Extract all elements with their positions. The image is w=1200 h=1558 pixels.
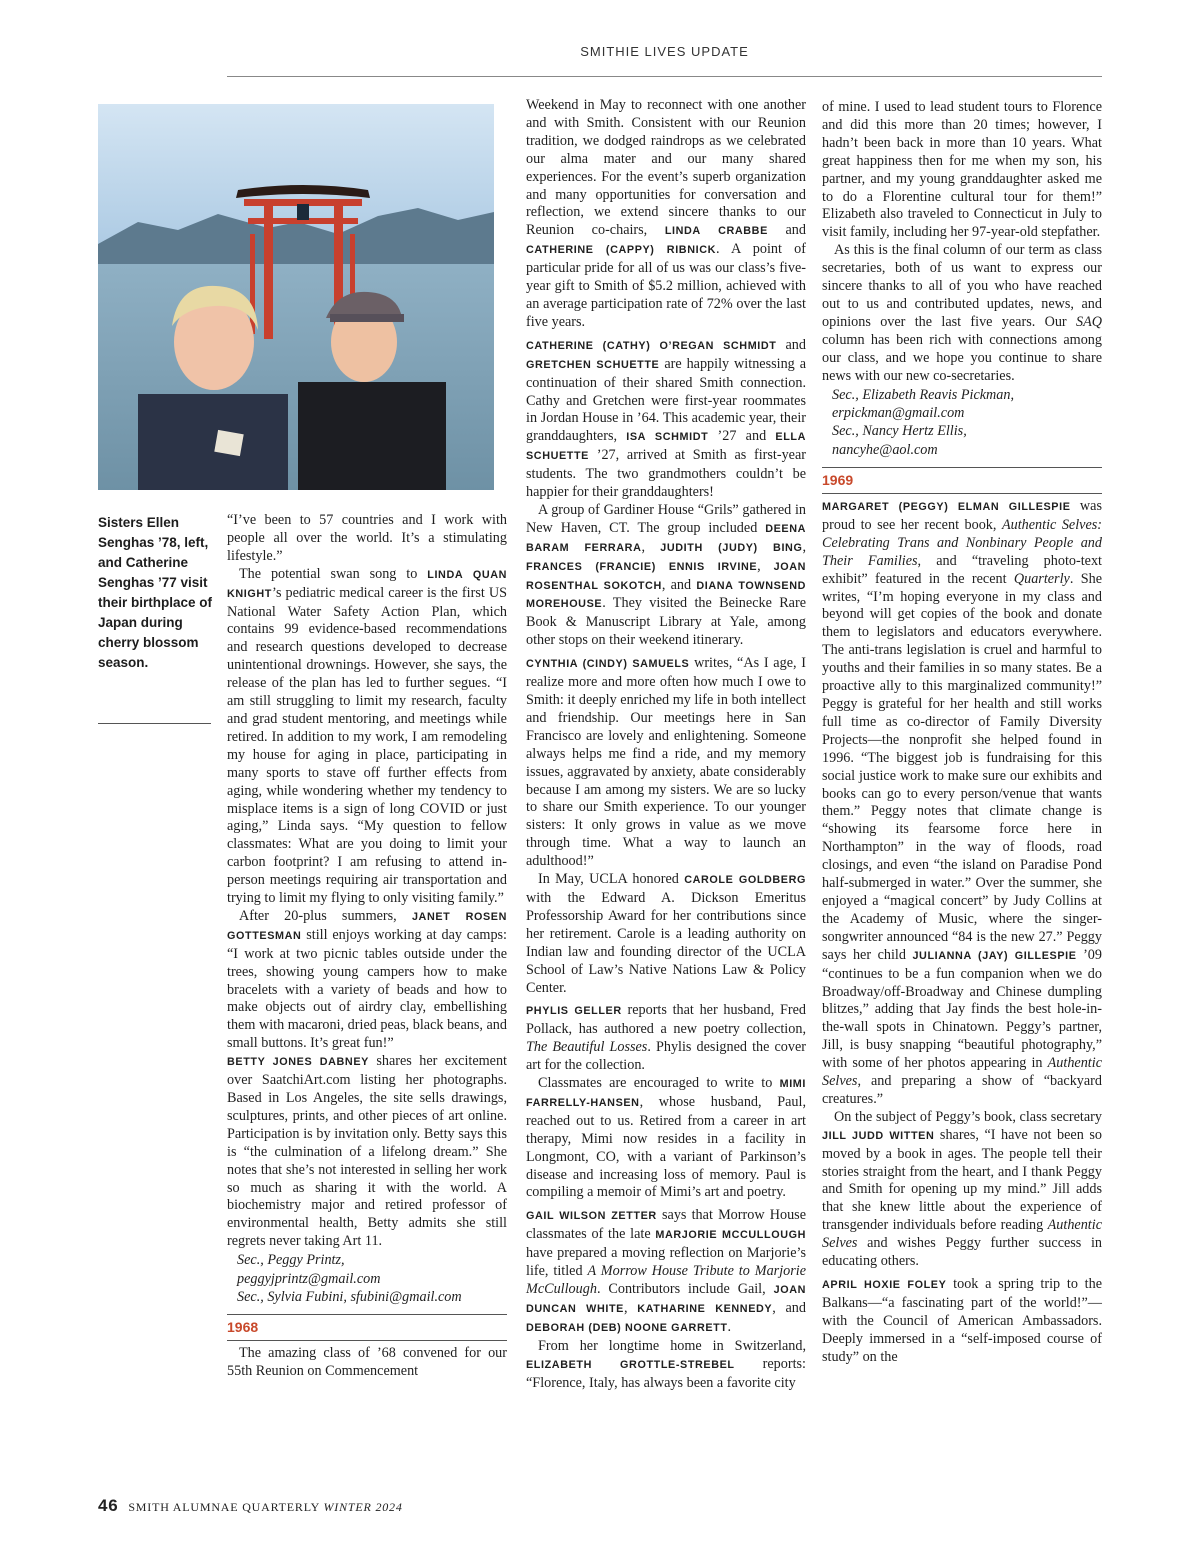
secretary-contact: Sec., Peggy Printz, [237,1252,345,1269]
classmate-name: BETTY JONES DABNEY [227,1056,369,1069]
classmate-name: GRETCHEN SCHUETTE [526,358,660,371]
classmate-name: CATHERINE (CATHY) O’REGAN SCHMIDT [526,339,777,352]
classmate-name: ISA SCHMIDT [626,431,709,444]
classmate-name: MARJORIE MCCULLOUGH [655,1229,806,1242]
page-number: 46 [98,1496,119,1515]
paragraph: After 20-plus summers, JANET ROSEN GOTTESMAN still enjoys working at day camps: “I work at two picnic tables outside under the trees, showing young campers how to make bracelets with a variety of beads and how to make objects out of airdry clay, embellishing them with macaroni, dried peas, black beans, and small buttons. It’s great fun!” [227,907,507,1052]
paragraph: A group of Gardiner House “Grils” gathered in New Haven, CT. The group included DEENA BARAM FERRARA, JUDITH (JUDY) BING, FRANCES (FRANCIE) ENNIS IRVINE, JOAN ROSENTHAL SOKOTCH, and DIANA TOWNSEND MOREHOUSE. They visited the Beinecke Rare Book & Manuscript Library at Yale, among other stops on their weekend itinerary. [526,501,806,649]
classmate-name: LINDA QUAN KNIGHT [227,568,508,600]
paragraph: PHYLIS GELLER reports that her husband, Fred Pollack, has authored a new poetry collection, The Beautiful Losses. Phylis designed the cover art for the collection. [526,1002,806,1074]
secretary-email[interactable]: peggyjprintz@gmail.com [237,1270,381,1287]
paragraph: The potential swan song to LINDA QUAN KNIGHT’s pediatric medical career is the first US National Water Safety Action Plan, which contains 99 evidence-based recommendations and research questions developed to decrease unintentional drownings. However, she says, the release of the plan has led to further segues. “I am still struggling to limit my research, faculty and grad student mentoring, and meetings while retired. In addition to my work, I am remodeling my house for aging in place, participating in many sports to stave off further effects from aging, while wondering whether my tendency to misplace items is a sign of long COVID or just aging,” Linda says. “My question to fellow classmates: What are you doing to limit your carbon footprint? I am refusing to attend in-person meetings requiring air transportation and trying to limit my flying to only visiting family.” [227,565,508,907]
paragraph: Classmates are encouraged to write to MIMI FARRELLY-HANSEN, whose husband, Paul, reached out to us. Retired from a career in art therapy, Mimi now resides in a facility in Longmont, CO, with a variant of Parkinson’s disease and increasing loss of memory. Paul is compiling a memoir of Mimi’s art and poetry. [526,1075,806,1201]
column-3 [822,99,1102,1367]
paragraph: As this is the final column of our term as class secretaries, both of us want to express our sincere thanks to all of you who have reached out to us and contributed updates, news, and opinions over the last five years. Our SAQ column has been rich with connections among our class, and we hope you continue to share news with our new co-secretaries. [822,242,1102,384]
classmate-name: ELLA SCHUETTE [526,431,806,463]
classmate-name: CAROLE GOLDBERG [684,874,806,887]
secretary-email[interactable]: nancyhe@aol.com [832,441,938,458]
classmate-name: CYNTHIA (CINDY) SAMUELS [526,658,690,671]
classmate-name: APRIL HOXIE FOLEY [822,1279,947,1291]
paragraph: APRIL HOXIE FOLEY took a spring trip to the Balkans—“a fascinating part of the world!”—with the Council of American Ambassadors. Deeply immersed in a “self-imposed course of study” on the [822,1276,1103,1365]
classmate-name: DEENA BARAM FERRARA [526,522,806,554]
paragraph: On the subject of Peggy’s book, class secretary JILL JUDD WITTEN shares, “I have not been so moved by a book in ages. The people tell their stories straight from the heart, and I thank Peggy and Smith for opening up my mind.” Jill adds that she knew little about the experience of transgender individuals before reading Authentic Selves and wishes Peggy further success in educating others. [822,1108,1102,1270]
paragraph: BETTY JONES DABNEY shares her excitement over SaatchiArt.com listing her photographs. Based in Los Angeles, the site sells drawings, sculptures, prints, and other pieces of art online. Participation is by invitation only. Betty says this is “the culmination of a lifelong dream.” She notes that she’s not interested in selling her work so much as sharing it with the world. A biochemistry major and retired professor of environmental health, Betty admits she still regrets never taking Art 11. [227,1053,507,1250]
classmate-name: FRANCES (FRANCIE) ENNIS IRVINE [526,560,758,573]
paragraph: CYNTHIA (CINDY) SAMUELS writes, “As I age, I realize more and more often how much I owe to Smith: it deeply enriched my life in both intellect and friendship. Our meetings here in San Francisco are lovely and enlightening. Someone always helps me find a ride, and my memory issues, aggravated by anxiety, abate considerably because I am among my sisters. We are so lucky to share our Smith experience. To our younger sisters: It only grows in value as we move through time. What a way to launch an adulthood!” [526,655,806,870]
classmate-name: DIANA TOWNSEND MOREHOUSE [526,579,806,611]
secretary-contact: Sec., Elizabeth Reavis Pickman, [832,386,1015,403]
classmate-name: JANET ROSEN GOTTESMAN [227,910,507,942]
classmate-name: CATHERINE (CAPPY) RIBNICK [526,244,716,257]
classmate-name: MIMI FARRELLY-HANSEN [526,1078,806,1109]
paragraph: Weekend in May to reconnect with one another and with Smith. Consistent with our Reunion tradition, we dodged raindrops as we celebrated our alma mater and our many shared experiences. For the event’s superb organization and many opportunities for conversation and reflection, we extend sincere thanks to our Reunion co-chairs, LINDA CRABBE and CATHERINE (CAPPY) RIBNICK. A point of particular pride for all of us was our class’s five-year gift to Smith of $5.2 million, achieved with an average participation rate of 72% over the last five years. [526,97,806,330]
classmate-name: MARGARET (PEGGY) ELMAN GILLESPIE [822,501,1071,514]
class-year-heading: 1969 [822,467,1102,494]
caption-rule [98,723,211,724]
classmate-name: JULIANNA (JAY) GILLESPIE [912,949,1077,962]
classmate-name: ELIZABETH GROTTLE-STREBEL [526,1358,735,1371]
paragraph: of mine. I used to lead student tours to Florence and did this more than 20 times; however, I hadn’t been back in more than 10 years. What great happiness then for me when my son, his partner, and my young granddaughter asked me to do a Florentine cultural tour for them!” Elizabeth also traveled to Connecticut in July to visit family, including her 97-year-old stepfather. [822,99,1102,241]
section-header: SMITHIE LIVES UPDATE [580,44,749,59]
class-year-heading: 1968 [227,1314,507,1341]
secretary-email[interactable]: erpickman@gmail.com [832,404,965,421]
photo [98,104,494,490]
paragraph: MARGARET (PEGGY) ELMAN GILLESPIE was proud to see her recent book, Authentic Selves: Celebrating Trans and Nonbinary People and Their Families, and “traveling photo-text exhibit” featured in the recent Quarterly. She writes, “I’m hoping everyone in my class and beyond will get copies of the book and donate them to legislators and educators everywhere. The anti-trans legislation is cruel and harmful to youths and their families in so many states. Be a proactive ally to this marginalized community!” Peggy is grateful for her health and still works full time as co-director of Family Diversity Projects—the nonprofit she helped found in 1996. “The biggest job is fundraising for this social justice work to make sure our exhibits and books can go to every person/venue that wants them.” Peggy notes that climate change is “showing its fearsome force here in Northampton” in the way of floods, road closings, and even “the island on Paradise Pond half-submerged in water.” Over the summer, she enjoyed a “magical concert” by Judy Collins at the Academy of Music, where the singer-songwriter announced “84 is the new 27.” Peggy says her child JULIANNA (JAY) GILLESPIE ’09 “continues to be a fun companion when we do Broadway/off-Broadway and Chinese dumpling blitzes,” adding that Jay finds the best hole-in-the-wall spots in Chinatown. Peggy’s partner, Jill, is busy snapping “beautiful photography,” with some of her photos appearing in Authentic Selves, and preparing a show of “backyard creatures.” [822,498,1102,1107]
secretary-contact: Sec., Sylvia Fubini, sfubini@gmail.com [237,1288,462,1305]
classmate-name: LINDA CRABBE [664,225,768,238]
column-1 [227,512,507,1381]
classmate-name: JOAN DUNCAN WHITE [526,1284,806,1315]
classmate-name: PHYLIS GELLER [526,1005,622,1018]
secretary-contact: Sec., Nancy Hertz Ellis, [832,423,967,440]
classmate-name: JOAN ROSENTHAL SOKOTCH [526,560,806,592]
classmate-name: DEBORAH (DEB) NOONE GARRETT [526,1321,728,1334]
paragraph: “I’ve been to 57 countries and I work with people all over the world. It’s a stimulating lifestyle.” [227,512,507,564]
classmate-name: KATHARINE KENNEDY [637,1302,773,1315]
paragraph: CATHERINE (CATHY) O’REGAN SCHMIDT and GRETCHEN SCHUETTE are happily witnessing a continuation of their shared Smith connection. Cathy and Gretchen were first-year roommates in Jordan House in ’64. This academic year, their granddaughters, ISA SCHMIDT ’27 and ELLA SCHUETTE ’27, arrived at Smith as first-year students. The two grandmothers couldn’t be happier for their granddaughters! [526,336,806,501]
paragraph: GAIL WILSON ZETTER says that Morrow House classmates of the late MARJORIE MCCULLOUGH have prepared a moving reflection on Marjorie’s life, titled A Morrow House Tribute to Marjorie McCullough. Contributors include Gail, JOAN DUNCAN WHITE, KATHARINE KENNEDY, and DEBORAH (DEB) NOONE GARRETT. [526,1207,806,1335]
paragraph: In May, UCLA honored CAROLE GOLDBERG with the Edward A. Dickson Emeritus Professorship Award for her contributions since her retirement. Carole is a leading authority on Indian law and founding director of the UCLA School of Law’s Native Nations Law & Policy Center. [526,871,806,996]
magazine-title: SMITH ALUMNAE QUARTERLY [128,1500,320,1514]
photo-caption: Sisters Ellen Senghas ’78, left, and Catherine Senghas ’77 visit their birthplace of Japan during cherry blossom season. [98,515,213,670]
paragraph: The amazing class of ’68 convened for our 55th Reunion on Commencement [227,1345,507,1380]
classmate-name: GAIL WILSON ZETTER [526,1210,657,1223]
column-2 [526,97,806,1392]
paragraph: From her longtime home in Switzerland, ELIZABETH GROTTLE-STREBEL reports: “Florence, Italy, has always been a favorite city [526,1337,806,1391]
page-footer [98,1496,403,1516]
classmate-name: JILL JUDD WITTEN [822,1129,935,1142]
issue-label: WINTER 2024 [323,1500,403,1514]
header-rule [227,76,1102,77]
classmate-name: JUDITH (JUDY) BING [660,541,803,554]
